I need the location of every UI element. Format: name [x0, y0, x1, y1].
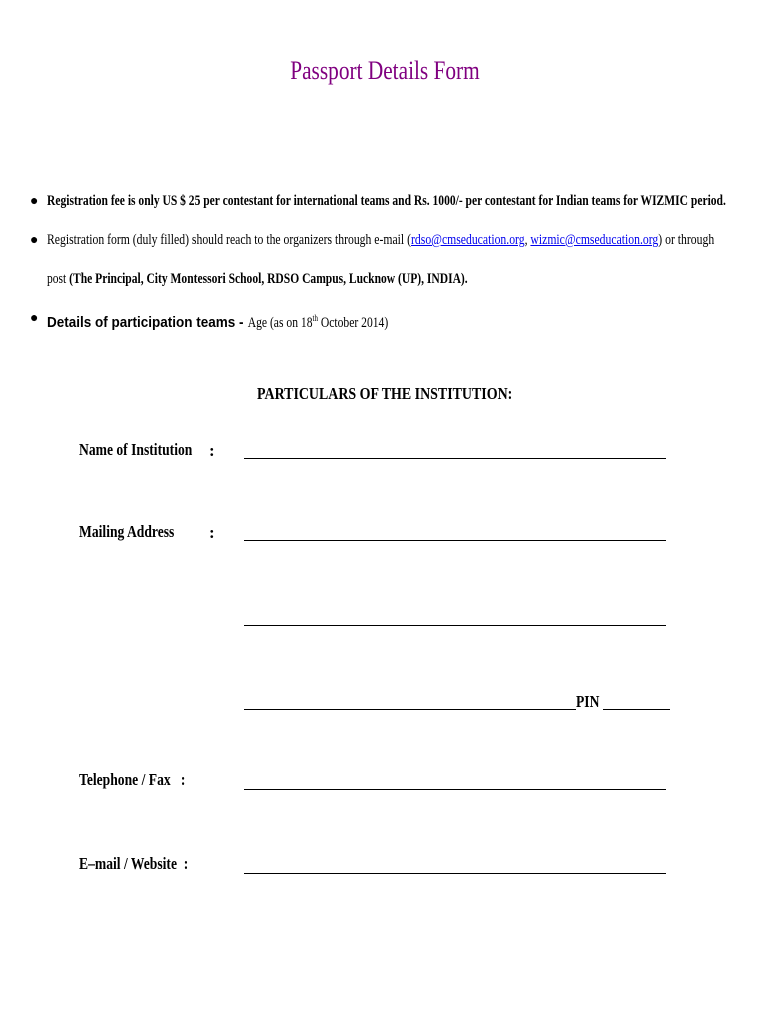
mailing-address-field-1[interactable]: [244, 540, 666, 541]
details-label: Details of participation teams -: [47, 314, 248, 331]
bullet-icon: ●: [30, 311, 39, 326]
list-item-form: [30, 221, 760, 260]
email-label: [79, 854, 216, 874]
telephone-label: [79, 770, 212, 790]
list-item-fee: [30, 182, 760, 221]
email-link-wizmic[interactable]: wizmic@cmseducation.org: [530, 232, 659, 248]
list-item-details: [30, 299, 760, 343]
mailing-address-field-3[interactable]: [244, 709, 576, 710]
fee-text: Registration fee is only US $ 25 per contestant for international teams and Rs. 1000/- per contestant for Indian teams for WIZMIC period.: [47, 193, 726, 209]
mailing-label-text: Mailing Address: [79, 522, 175, 541]
list-item-post: [30, 260, 760, 299]
form-text: Registration form (duly filled) should reach to the organizers through e-mail (: [47, 232, 412, 248]
form-text-suffix: ) or through: [658, 232, 715, 248]
section-title: [0, 384, 770, 404]
instructions-list: [30, 182, 760, 343]
pin-label-text: PIN: [576, 692, 600, 711]
mailing-label: [79, 522, 198, 542]
telephone-field[interactable]: [244, 789, 666, 790]
separator: ,: [524, 232, 531, 248]
institution-label: [79, 440, 221, 460]
age-text-2: October 2014): [317, 315, 388, 331]
age-text: Age (as on 18: [247, 315, 313, 331]
institution-field[interactable]: [244, 458, 666, 459]
post-prefix: post: [47, 271, 70, 287]
post-address: (The Principal, City Montessori School, RDSO Campus, Lucknow (UP), INDIA).: [69, 271, 468, 287]
email-label-text: E–mail / Website :: [79, 854, 189, 873]
pin-row: [244, 686, 670, 710]
bullet-icon: ●: [30, 194, 39, 209]
page-title: Passport Details Form: [290, 56, 480, 85]
pin-label: [576, 692, 605, 712]
pin-field[interactable]: [603, 709, 670, 710]
mailing-colon: :: [209, 523, 215, 542]
institution-colon: :: [209, 441, 215, 460]
bullet-icon: ●: [30, 233, 39, 248]
section-title-text: PARTICULARS OF THE INSTITUTION:: [257, 384, 513, 403]
email-link-rdso[interactable]: rdso@cmseducation.org: [411, 232, 525, 248]
age-sup: th: [312, 313, 318, 323]
mailing-address-field-2[interactable]: [244, 625, 666, 626]
institution-label-text: Name of Institution: [79, 440, 193, 459]
telephone-label-text: Telephone / Fax :: [79, 770, 186, 789]
email-website-field[interactable]: [244, 873, 666, 874]
